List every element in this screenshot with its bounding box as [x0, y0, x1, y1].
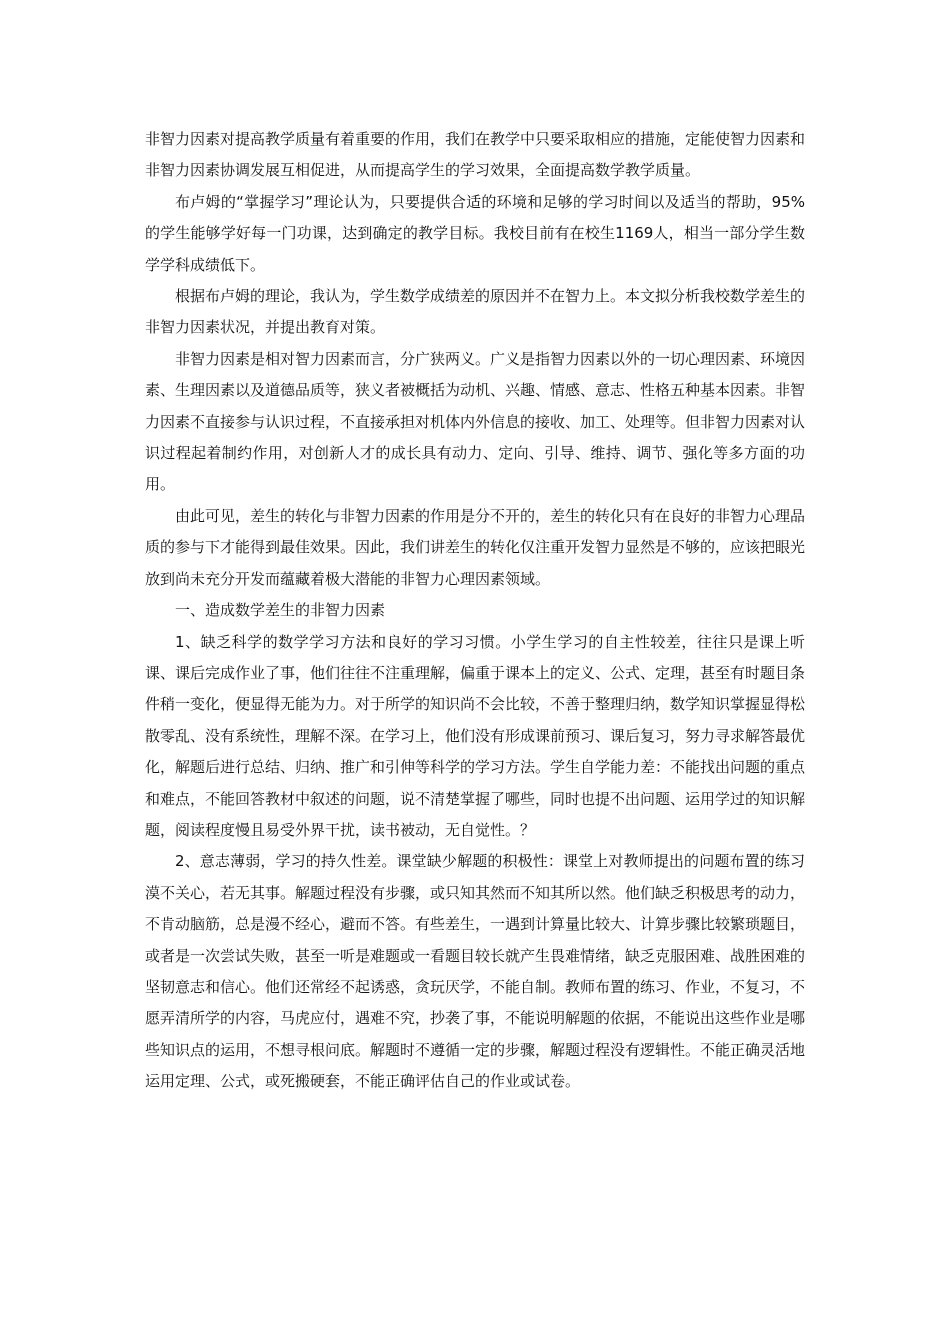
section-heading: 一、造成数学差生的非智力因素	[175, 601, 386, 620]
paragraph-5: 由此可见，差生的转化与非智力因素的作用是分不开的，差生的转化只有在良好的非智力心理品质的参与下才能得到最佳效果。因此，我们讲差生的转化仅注重开发智力显然是不够的，应该把眼光放到尚未充分开发而蕴藏着极大潜能的非智力心理因素领域。	[145, 506, 806, 588]
paragraph-3: 根据布卢姆的理论，我认为，学生数学成绩差的原因并不在智力上。本文拟分析我校数学差生的非智力因素状况，并提出教育对策。	[145, 287, 806, 337]
paragraph-1: 非智力因素对提高教学质量有着重要的作用，我们在教学中只要采取相应的措施，定能使智力因素和非智力因素协调发展互相促进，从而提高学生的学习效果，全面提高数学教学质量。	[145, 130, 806, 180]
paragraph-2: 布卢姆的“掌握学习”理论认为，只要提供合适的环境和足够的学习时间以及适当的帮助，95%的学生能够学好每一门功课，达到确定的教学目标。我校目前有在校生1169人，相当一部分学生数学学科成绩低下。	[145, 192, 805, 274]
paragraph-7: 2、意志薄弱，学习的持久性差。课堂缺少解题的积极性：课堂上对教师提出的问题布置的练习漠不关心，若无其事。解题过程没有步骤，或只知其然而不知其所以然。他们缺乏积极思考的动力，不肯动脑筋，总是漫不经心，避而不答。有些差生，一遇到计算量比较大、计算步骤比较繁琐题目，或者是一次尝试失败，甚至一听是难题或一看题目较长就产生畏难情绪，缺乏克服困难、战胜困难的坚韧意志和信心。他们还常经不起诱惑，贪玩厌学，不能自制。教师布置的练习、作业，不复习，不愿弄清所学的内容，马虎应付，遇难不究，抄袭了事，不能说明解题的依据，不能说出这些作业是哪些知识点的运用，不想寻根问底。解题时不遵循一定的步骤，解题过程没有逻辑性。不能正确灵活地运用定理、公式，或死搬硬套，不能正确评估自己的作业或试卷。	[145, 852, 806, 1091]
paragraph-6: 1、缺乏科学的数学学习方法和良好的学习习惯。小学生学习的自主性较差，往往只是课上听课、课后完成作业了事，他们往往不注重理解，偏重于课本上的定义、公式、定理，甚至有时题目条件稍一变化，便显得无能为力。对于所学的知识尚不会比较，不善于整理归纳，数学知识掌握显得松散零乱、没有系统性，理解不深。在学习上，他们没有形成课前预习、课后复习，努力寻求解答最优化，解题后进行总结、归纳、推广和引伸等科学的学习方法。学生自学能力差：不能找出问题的重点和难点，不能回答教材中叙述的问题，说不清楚掌握了哪些，同时也提不出问题、运用学过的知识解题，阅读程度慢且易受外界干扰，读书被动，无自觉性。？	[145, 632, 806, 839]
paragraph-4: 非智力因素是相对智力因素而言，分广狭两义。广义是指智力因素以外的一切心理因素、环境因素、生理因素以及道德品质等，狭义者被概括为动机、兴趣、情感、意志、性格五种基本因素。非智力因素不直接参与认识过程，不直接承担对机体内外信息的接收、加工、处理等。但非智力因素对认识过程起着制约作用，对创新人才的成长具有动力、定向、引导、维持、调节、强化等多方面的功用。	[145, 349, 806, 494]
document-body	[145, 124, 805, 1098]
